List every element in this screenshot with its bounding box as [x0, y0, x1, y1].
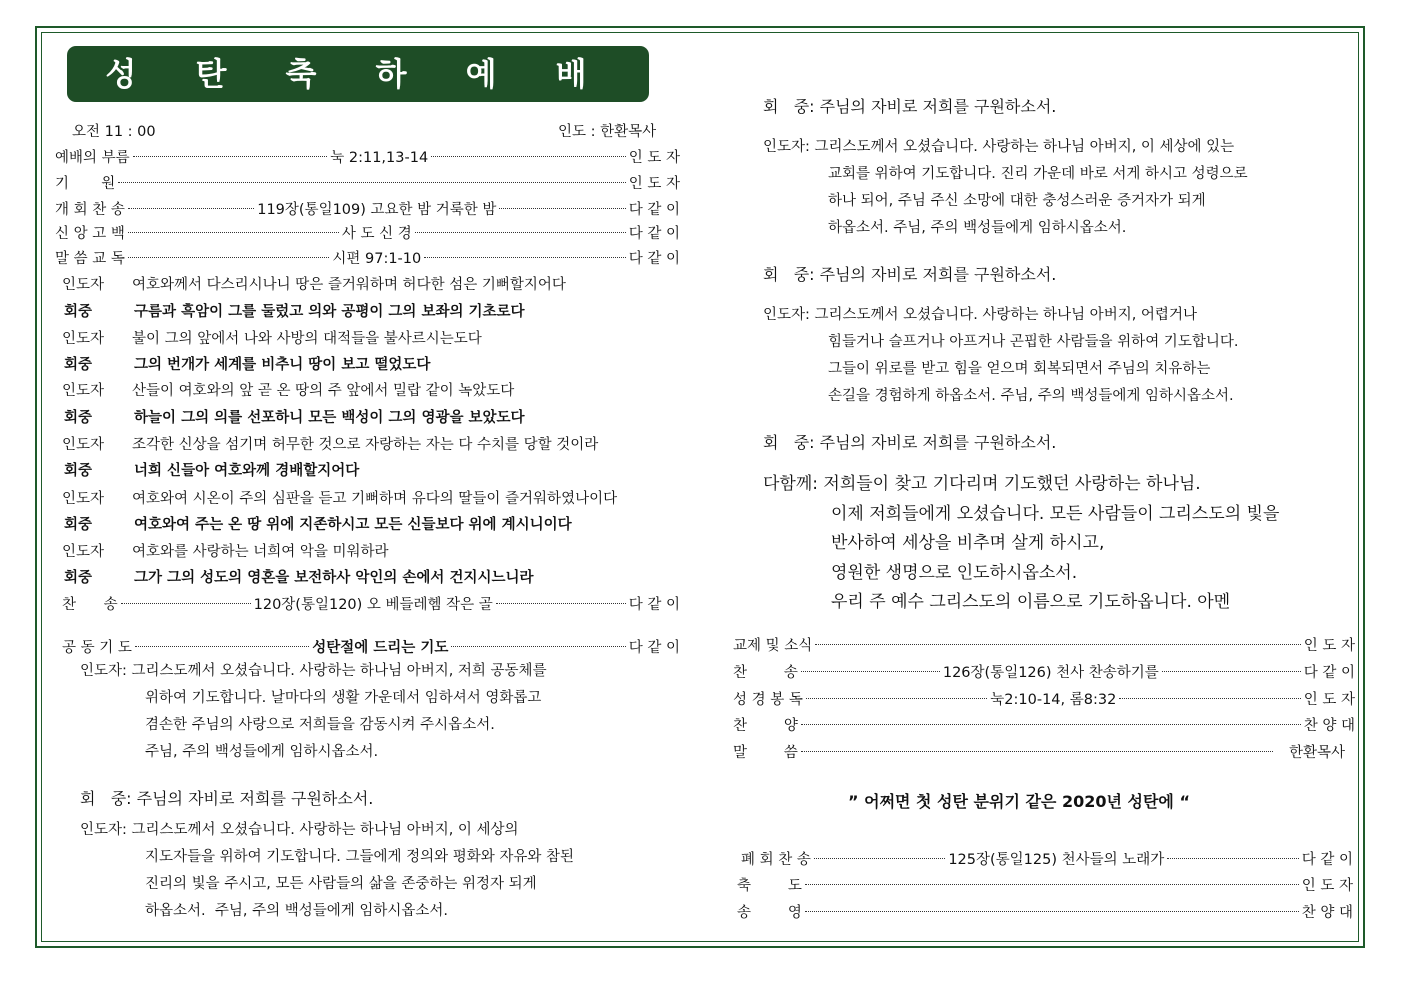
title-banner: 성 탄 축 하 예 배 [67, 46, 649, 102]
reading-text: 그의 번개가 세계를 비추니 땅이 보고 떨었도다 [134, 357, 431, 373]
order-row [737, 901, 1353, 922]
order-content: 126장(통일126) 천사 찬송하기를 [942, 665, 1159, 681]
unison-line: 이제 저희들에게 오셨습니다. 모든 사람들이 그리스도의 빛을 [831, 503, 1280, 524]
prayer-line: 위하여 기도합니다. 날마다의 생활 가운데서 임하셔서 영화롭고 [145, 690, 542, 706]
reading-speaker: 회중 [64, 304, 93, 320]
reading-text: 여호와여 시온이 주의 심판을 듣고 기뻐하며 유다의 딸들이 즐거워하였나이다 [132, 491, 618, 507]
order-who: 한환목사 [1288, 745, 1345, 761]
reading-speaker: 회중 [64, 570, 93, 586]
order-item: 폐 회 찬 송 [741, 852, 811, 868]
order-who: 찬 양 대 [1303, 718, 1355, 734]
prayer-line: 손길을 경험하게 하옵소서. 주님, 주의 백성들에게 임하시옵소서. [828, 388, 1234, 404]
reading-text: 불이 그의 앞에서 나와 사방의 대적들을 불사르시는도다 [132, 331, 482, 347]
prayer-line: 그리스도께서 오셨습니다. 사랑하는 하나님 아버지, 이 세상의 [131, 822, 519, 838]
order-who: 인 도 자 [1303, 692, 1355, 708]
order-content: 성탄절에 드리는 기도 [312, 640, 449, 656]
order-content: 눅 2:11,13-14 [330, 150, 429, 166]
order-item: 예배의 부름 [55, 150, 130, 166]
service-leader: 인도 : 한환목사 [558, 124, 657, 140]
order-row [733, 688, 1355, 709]
reading-row [62, 379, 514, 400]
reading-speaker: 회중 [64, 357, 93, 373]
reading-text: 산들이 여호와의 앞 곧 온 땅의 주 앞에서 밀랍 같이 녹았도다 [132, 383, 515, 399]
prayer-line: 그리스도께서 오셨습니다. 사랑하는 하나님 아버지, 저희 공동체를 [131, 663, 547, 679]
order-row [55, 222, 680, 243]
order-who: 다 같 이 [628, 251, 681, 267]
prayer-line: 그리스도께서 오셨습니다. 사랑하는 하나님 아버지, 이 세상에 있는 [814, 139, 1235, 155]
order-who: 다 같 이 [1301, 852, 1354, 868]
order-item: 축 도 [737, 878, 802, 894]
reading-row [62, 513, 572, 534]
reading-text: 너희 신들아 여호와께 경배할지어다 [134, 463, 360, 479]
order-who: 인 도 자 [1301, 878, 1353, 894]
prayer-line: 그들이 위로를 받고 힘을 얻으며 회복되면서 주님의 치유하는 [828, 361, 1211, 377]
prayer-line: 교회를 위하여 기도합니다. 진리 가운데 바로 서게 하시고 성령으로 [828, 166, 1248, 182]
order-row [55, 198, 680, 219]
reading-row [62, 300, 525, 321]
prayer-line: 지도자들을 위하여 기도합니다. 그들에게 정의와 평화와 자유와 참된 [145, 849, 575, 865]
reading-row [62, 433, 598, 454]
order-item: 찬 송 [62, 597, 118, 613]
order-item: 성 경 봉 독 [733, 692, 803, 708]
order-who: 다 같 이 [628, 226, 680, 242]
prayer-line: 주님, 주의 백성들에게 임하시옵소서. [145, 744, 379, 760]
prayer-speaker: 인도자: [763, 139, 810, 155]
reading-speaker: 인도자 [62, 277, 105, 293]
order-row [741, 848, 1353, 869]
prayer-speaker: 인도자: [763, 307, 810, 323]
order-item: 말 씀 교 독 [55, 251, 125, 267]
reading-row [62, 273, 566, 294]
prayer-block [80, 817, 574, 925]
prayer-block [80, 658, 547, 766]
unison-line: 저희들이 찾고 기다리며 기도했던 사랑하는 하나님. [823, 474, 1201, 494]
order-content: 125장(통일125) 천사들의 노래가 [948, 852, 1165, 868]
order-row [737, 874, 1353, 895]
reading-row [62, 459, 359, 480]
order-item: 송 영 [737, 905, 802, 921]
reading-row [62, 406, 525, 427]
order-item: 찬 송 [733, 665, 798, 681]
reading-speaker: 인도자 [62, 437, 105, 453]
unison-line: 반사하여 세상을 비추며 살게 하시고, [831, 533, 1105, 553]
congregation-response: 회 중: 주님의 자비로 저희를 구원하소서. [80, 789, 374, 808]
reading-text: 여호와를 사랑하는 너희여 악을 미워하라 [132, 544, 389, 560]
reading-text: 조각한 신상을 섬기며 허무한 것으로 자랑하는 자는 다 수치를 당할 것이라 [132, 437, 599, 453]
prayer-line: 하나 되어, 주님 주신 소망에 대한 충성스러운 증거자가 되게 [828, 193, 1206, 209]
reading-text: 여호와여 주는 온 땅 위에 지존하시고 모든 신들보다 위에 계시니이다 [134, 517, 572, 533]
prayer-block [763, 134, 1248, 242]
order-content: 시편 97:1-10 [332, 251, 422, 267]
reading-row [62, 487, 617, 508]
reading-speaker: 인도자 [62, 383, 105, 399]
order-row [55, 146, 680, 167]
christmas-slogan: ” 어쩌면 첫 성탄 분위기 같은 2020년 성탄에 “ [848, 792, 1190, 811]
order-content: 눅2:10-14, 롬8:32 [990, 692, 1117, 708]
order-who: 다 같 이 [628, 597, 681, 613]
reading-row [62, 327, 482, 348]
reading-speaker: 회중 [64, 517, 93, 533]
order-who: 인 도 자 [628, 176, 680, 192]
order-item: 공 동 기 도 [62, 640, 132, 656]
reading-row [62, 353, 430, 374]
unison-line: 우리 주 예수 그리스도의 이름으로 기도하옵니다. 아멘 [831, 592, 1231, 612]
order-who: 인 도 자 [628, 150, 681, 166]
order-row [62, 593, 680, 614]
prayer-line: 겸손한 주님의 사랑으로 저희들을 감동시켜 주시옵소서. [145, 717, 495, 733]
congregation-response: 회 중: 주님의 자비로 저희를 구원하소서. [763, 265, 1057, 284]
service-time: 오전 11 : 00 [72, 124, 156, 140]
order-who: 다 같 이 [628, 640, 680, 656]
order-content: 120장(통일120) 오 베들레헴 작은 골 [253, 597, 493, 613]
reading-speaker: 인도자 [62, 331, 105, 347]
order-who: 다 같 이 [1303, 665, 1356, 681]
order-item: 기 원 [55, 176, 116, 192]
order-row [733, 661, 1355, 682]
reading-text: 여호와께서 다스리시나니 땅은 즐거워하며 허다한 섬은 기뻐할지어다 [132, 277, 566, 293]
order-item: 교제 및 소식 [733, 638, 813, 654]
order-row [55, 172, 680, 193]
prayer-line: 진리의 빛을 주시고, 모든 사람들의 삶을 존중하는 위정자 되게 [145, 876, 537, 892]
reading-speaker: 인도자 [62, 491, 105, 507]
reading-speaker: 회중 [64, 410, 93, 426]
order-row [733, 741, 1345, 762]
order-who: 인 도 자 [1303, 638, 1355, 654]
prayer-line: 하옵소서. 주님, 주의 백성들에게 임하시옵소서. [145, 903, 449, 919]
congregation-response: 회 중: 주님의 자비로 저희를 구원하소서. [763, 433, 1057, 452]
order-item: 말 씀 [733, 745, 798, 761]
unison-line: 영원한 생명으로 인도하시옵소서. [831, 562, 1078, 583]
prayer-line: 힘들거나 슬프거나 아프거나 곤핍한 사람들을 위하여 기도합니다. [828, 334, 1239, 350]
reading-speaker: 인도자 [62, 544, 105, 560]
prayer-block [763, 302, 1238, 410]
order-item: 찬 양 [733, 718, 798, 734]
prayer-line: 그리스도께서 오셨습니다. 사랑하는 하나님 아버지, 어렵거나 [814, 307, 1197, 323]
reading-text: 구름과 흑암이 그를 둘렀고 의와 공평이 그의 보좌의 기초로다 [134, 304, 525, 320]
prayer-speaker: 인도자: [80, 663, 127, 679]
order-row [62, 636, 680, 657]
reading-text: 그가 그의 성도의 영혼을 보전하사 악인의 손에서 건지시느니라 [134, 570, 534, 586]
reading-row [62, 540, 389, 561]
order-item: 개 회 찬 송 [55, 202, 125, 218]
order-row [55, 247, 680, 268]
order-who: 찬 양 대 [1301, 905, 1353, 921]
reading-row [62, 566, 534, 587]
reading-text: 하늘이 그의 의를 선포하니 모든 백성이 그의 영광을 보았도다 [134, 410, 525, 426]
order-who: 다 같 이 [628, 202, 681, 218]
prayer-speaker: 인도자: [80, 822, 127, 838]
order-content: 119장(통일109) 고요한 밤 거룩한 밤 [257, 202, 497, 218]
order-item: 신 앙 고 백 [55, 226, 125, 242]
order-row [733, 634, 1355, 655]
prayer-line: 하옵소서. 주님, 주의 백성들에게 임하시옵소서. [828, 220, 1127, 236]
reading-speaker: 회중 [64, 463, 93, 479]
unison-prayer [763, 470, 1279, 618]
unison-speaker: 다함께: [763, 474, 818, 494]
order-row [733, 714, 1355, 735]
congregation-response: 회 중: 주님의 자비로 저희를 구원하소서. [763, 97, 1057, 116]
order-content: 사 도 신 경 [341, 226, 412, 242]
